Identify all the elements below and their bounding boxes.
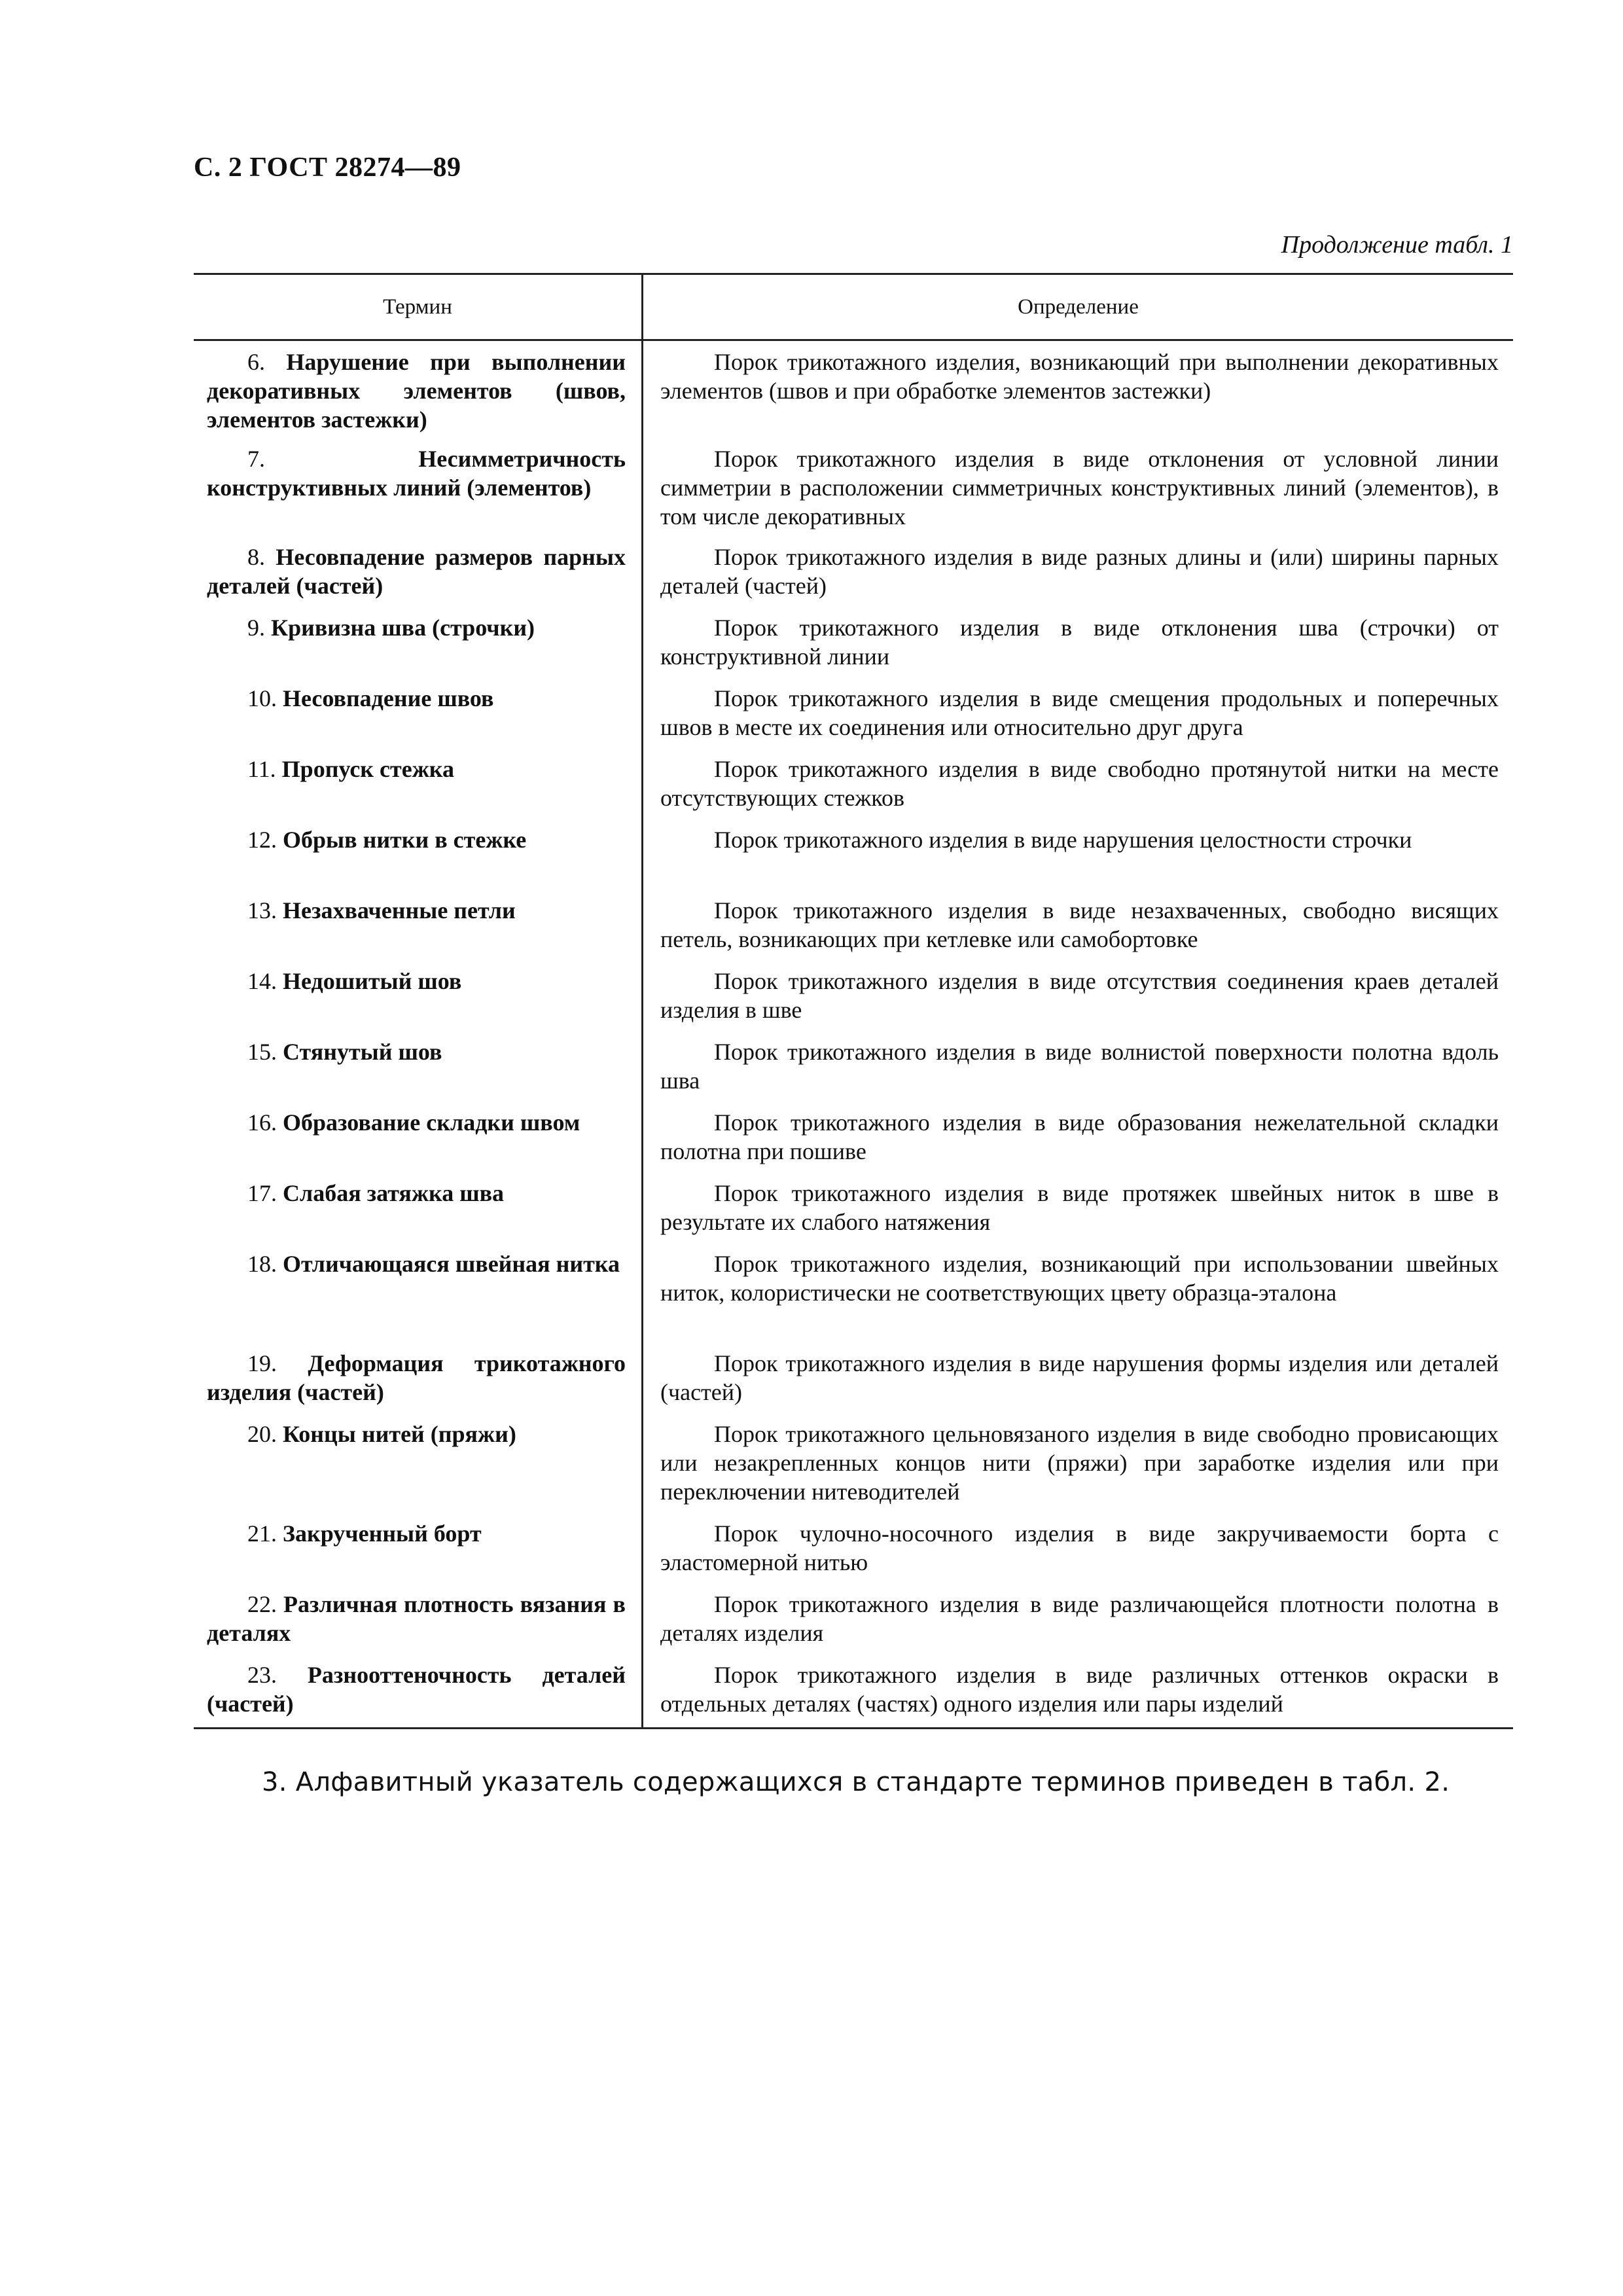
term-cell [194, 677, 641, 748]
column-header-definition: Определение [641, 275, 1513, 339]
term-text: Обрыв нитки в стежке [283, 827, 527, 853]
definition-cell: Порок трикотажного изделия, возникающий при использовании швейных ниток, колористически не соответствующих цвету образца-эталона [641, 1243, 1513, 1342]
term-text: Закрученный борт [283, 1520, 482, 1547]
table-row [194, 607, 1513, 677]
term-text: Различная плотность вязания в деталях [207, 1591, 626, 1646]
term-text: Пропуск стежка [281, 756, 454, 782]
term-number: 11. [247, 756, 276, 782]
table-row [194, 1243, 1513, 1342]
term-number: 20. [247, 1421, 277, 1447]
term-text: Несимметричность конструктивных линий (элементов) [207, 446, 626, 501]
term-number: 12. [247, 827, 277, 853]
definition-cell: Порок трикотажного изделия в виде отклонения шва (строчки) от конструктивной линии [641, 607, 1513, 677]
definition-cell: Порок трикотажного изделия в виде нарушения формы изделия или деталей (частей) [641, 1342, 1513, 1413]
term-text: Недошитый шов [283, 968, 462, 994]
table-row [194, 819, 1513, 889]
term-text: Образование складки швом [283, 1109, 580, 1136]
table-body [194, 341, 1513, 1729]
term-text: Концы нитей (пряжи) [283, 1421, 516, 1447]
table-row [194, 536, 1513, 607]
term-cell [194, 819, 641, 889]
definition-cell: Порок трикотажного цельновязаного изделия в виде свободно провисающих или незакрепленных концов нити (пряжи) при заработке изделия или при переключении нитеводителей [641, 1413, 1513, 1513]
definition-cell: Порок трикотажного изделия в виде отклонения от условной линии симметрии в расположении симметричных конструктивных линий (элементов), в том числе декоративных [641, 438, 1513, 536]
term-text: Деформация трикотажного изделия (частей) [207, 1350, 626, 1405]
definition-cell: Порок трикотажного изделия в виде различных оттенков окраски в отдельных деталях (частях) одного изделия или пары изделий [641, 1654, 1513, 1727]
term-number: 6. [247, 349, 265, 375]
term-text: Кривизна шва (строчки) [271, 615, 535, 641]
term-cell [194, 1243, 641, 1342]
table-row [194, 1583, 1513, 1654]
definition-cell: Порок трикотажного изделия, возникающий при выполнении декоративных элементов (швов и при обработке элементов застежки) [641, 341, 1513, 438]
term-cell [194, 1342, 641, 1413]
term-number: 21. [247, 1520, 277, 1547]
table-row [194, 341, 1513, 438]
definition-cell: Порок трикотажного изделия в виде различающейся плотности полотна в деталях изделия [641, 1583, 1513, 1654]
term-text: Разнооттеночность деталей (частей) [207, 1662, 626, 1717]
term-cell [194, 1102, 641, 1172]
table-row [194, 748, 1513, 819]
term-cell [194, 889, 641, 960]
term-cell [194, 536, 641, 607]
table-row [194, 1102, 1513, 1172]
definition-cell: Порок трикотажного изделия в виде протяжек швейных ниток в шве в результате их слабого натяжения [641, 1172, 1513, 1243]
term-number: 18. [247, 1251, 277, 1277]
term-text: Стянутый шов [283, 1039, 442, 1065]
table-row [194, 889, 1513, 960]
term-cell [194, 341, 641, 438]
table-header [194, 275, 1513, 341]
table-row [194, 438, 1513, 536]
term-number: 15. [247, 1039, 277, 1065]
definition-cell: Порок трикотажного изделия в виде свободно протянутой нитки на месте отсутствующих стежков [641, 748, 1513, 819]
term-number: 7. [247, 446, 265, 472]
term-number: 8. [247, 544, 265, 570]
table-row [194, 1172, 1513, 1243]
definition-cell: Порок трикотажного изделия в виде разных длины и (или) ширины парных деталей (частей) [641, 536, 1513, 607]
term-number: 23. [247, 1662, 277, 1688]
term-cell [194, 607, 641, 677]
table-row [194, 1342, 1513, 1413]
table-row [194, 960, 1513, 1031]
definition-cell: Порок трикотажного изделия в виде незахваченных, свободно висящих петель, возникающих при кетлевке или самобортовке [641, 889, 1513, 960]
term-number: 9. [247, 615, 265, 641]
term-number: 16. [247, 1109, 277, 1136]
table-row [194, 1031, 1513, 1102]
term-cell [194, 1172, 641, 1243]
term-number: 14. [247, 968, 277, 994]
term-text: Несовпадение швов [283, 685, 494, 711]
table-row [194, 677, 1513, 748]
definition-cell: Порок трикотажного изделия в виде смещения продольных и поперечных швов в месте их соединения или относительно друг друга [641, 677, 1513, 748]
term-number: 19. [247, 1350, 277, 1376]
term-cell [194, 960, 641, 1031]
term-cell [194, 438, 641, 536]
footnote: 3. Алфавитный указатель содержащихся в стандарте терминов приведен в табл. 2. [262, 1767, 1450, 1797]
table-caption: Продолжение табл. 1 [1281, 231, 1513, 259]
term-cell [194, 748, 641, 819]
table-row [194, 1413, 1513, 1513]
definition-cell: Порок трикотажного изделия в виде волнистой поверхности полотна вдоль шва [641, 1031, 1513, 1102]
term-text: Отличающаяся швейная нитка [283, 1251, 620, 1277]
term-number: 10. [247, 685, 277, 711]
term-number: 22. [247, 1591, 277, 1617]
term-text: Слабая затяжка шва [283, 1180, 505, 1206]
term-cell [194, 1031, 641, 1102]
table-row [194, 1654, 1513, 1727]
terms-table [194, 273, 1513, 1729]
definition-cell: Порок трикотажного изделия в виде нарушения целостности строчки [641, 819, 1513, 889]
term-cell [194, 1513, 641, 1583]
column-header-term: Термин [383, 295, 452, 319]
term-text: Незахваченные петли [283, 897, 516, 924]
definition-cell: Порок трикотажного изделия в виде образования нежелательной складки полотна при пошиве [641, 1102, 1513, 1172]
term-number: 13. [247, 897, 277, 924]
table-row [194, 1513, 1513, 1583]
page-header: С. 2 ГОСТ 28274—89 [194, 152, 461, 183]
term-cell [194, 1654, 641, 1727]
term-cell [194, 1583, 641, 1654]
definition-cell: Порок чулочно-носочного изделия в виде закручиваемости борта с эластомерной нитью [641, 1513, 1513, 1583]
term-cell [194, 1413, 641, 1513]
term-number: 17. [247, 1180, 277, 1206]
definition-cell: Порок трикотажного изделия в виде отсутствия соединения краев деталей изделия в шве [641, 960, 1513, 1031]
term-text: Несовпадение размеров парных деталей (частей) [207, 544, 626, 599]
term-text: Нарушение при выполнении декоративных элементов (швов, элементов застежки) [207, 349, 626, 433]
